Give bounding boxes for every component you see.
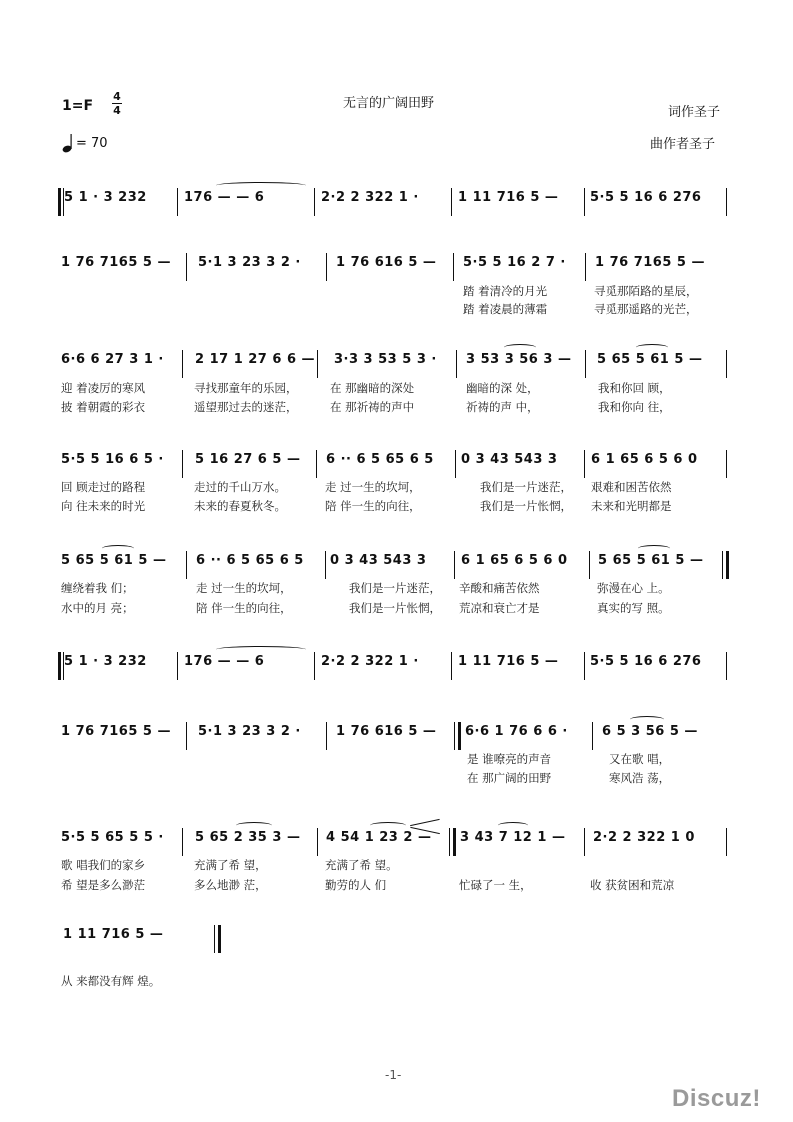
barline	[584, 188, 585, 216]
measure: 5·1 3 23 3 2 ·	[198, 724, 301, 739]
lyric-line: 未来的春夏秋冬。	[194, 499, 286, 513]
lyric-line: 忙碌了一 生，	[459, 878, 532, 892]
lyric-line: 又在歌 唱，	[609, 752, 671, 766]
measure: 1 11 716 5 —	[458, 190, 559, 205]
lyric-line: 迎 着凌厉的寒风	[61, 381, 146, 395]
barline	[314, 188, 315, 216]
lyric-line: 回 顾走过的路程	[61, 480, 146, 494]
measure: 6 ·· 6 5 65 6 5	[196, 553, 304, 568]
tie-mark	[102, 545, 134, 552]
lyric-line: 走过的千山万水。	[194, 480, 286, 494]
lyric-line: 踏 着清冷的月光	[463, 284, 548, 298]
lyric-line: 希 望是多么渺茫	[61, 878, 146, 892]
time-signature-bottom: 4	[113, 104, 121, 117]
lyric-line: 向 往未来的时光	[61, 499, 146, 513]
barline	[726, 450, 727, 478]
lyric-line: 寒风浩 荡，	[609, 771, 671, 785]
measure: 2·2 2 322 1 ·	[321, 190, 419, 205]
lyric-line: 荒凉和衰亡才是	[459, 601, 540, 615]
lyric-line: 歌 唱我们的家乡	[61, 858, 146, 872]
measure: 6 5 3 56 5 —	[602, 724, 698, 739]
lyricist-credit: 词作圣子	[668, 105, 721, 120]
measure: 176 — — 6	[184, 190, 265, 205]
lyric-line: 充满了希 望。	[325, 858, 398, 872]
measure: 6 ·· 6 5 65 6 5	[326, 452, 434, 467]
tie-mark	[504, 344, 536, 351]
staff-system	[58, 450, 728, 476]
lyric-line: 我和你回 顾，	[598, 381, 671, 395]
staff-system	[58, 188, 728, 214]
barline	[592, 722, 593, 750]
barline	[186, 722, 187, 750]
barline	[182, 350, 183, 378]
barline	[326, 722, 327, 750]
measure: 1 76 7165 5 —	[61, 724, 171, 739]
measure: 176 — — 6	[184, 654, 265, 669]
barline	[726, 828, 727, 856]
lyric-line: 走 过一生的坎坷，	[325, 480, 421, 494]
tempo-marking: = 70	[76, 136, 108, 151]
watermark: Discuz!	[672, 1085, 761, 1112]
barline	[454, 722, 455, 750]
tie-mark	[370, 822, 406, 829]
lyric-line: 披 着朝霞的彩衣	[61, 400, 146, 414]
measure: 5 1 · 3 232	[64, 654, 147, 669]
repeat-end-barline	[453, 828, 456, 856]
measure: 5·5 5 16 6 5 ·	[61, 452, 164, 467]
barline	[455, 450, 456, 478]
lyric-line: 祈祷的声 中，	[466, 400, 539, 414]
barline	[451, 652, 452, 680]
barline	[326, 253, 327, 281]
time-signature-top: 4	[113, 90, 121, 103]
measure: 5 65 5 61 5 —	[598, 553, 704, 568]
measure: 2·2 2 322 1 0	[593, 830, 695, 845]
measure: 5 65 5 61 5 —	[61, 553, 167, 568]
lyric-line: 在 那祈祷的声中	[330, 400, 415, 414]
measure: 5·1 3 23 3 2 ·	[198, 255, 301, 270]
lyric-line: 我们是一片迷茫，	[349, 581, 441, 595]
tie-mark	[630, 716, 664, 723]
staff-system	[58, 253, 728, 279]
barline	[314, 652, 315, 680]
measure: 0 3 43 543 3	[330, 553, 427, 568]
barline	[453, 253, 454, 281]
tie-mark	[216, 646, 306, 653]
barline	[585, 253, 586, 281]
measure: 1 11 716 5 —	[63, 927, 164, 942]
barline	[589, 551, 590, 579]
measure: 6·6 6 27 3 1 ·	[61, 352, 164, 367]
barline	[186, 551, 187, 579]
lyric-line: 遥望那过去的迷茫，	[194, 400, 298, 414]
staff-system	[58, 722, 728, 748]
measure: 5·5 5 16 6 276	[590, 654, 702, 669]
song-title: 无言的广阔田野	[343, 96, 435, 111]
lyric-line: 我们是一片怅惘，	[349, 601, 441, 615]
barline	[214, 925, 215, 953]
lyric-line: 寻觅那陌路的星辰，	[594, 284, 698, 298]
lyric-line: 寻找那童年的乐园，	[194, 381, 298, 395]
staff-system	[58, 925, 728, 951]
measure: 1 76 616 5 —	[336, 255, 437, 270]
lyric-line: 走 过一生的坎坷，	[196, 581, 292, 595]
lyric-line: 多么地渺 茫，	[194, 878, 267, 892]
barline	[177, 188, 178, 216]
barline	[182, 450, 183, 478]
measure: 5·5 5 16 6 276	[590, 190, 702, 205]
lyric-line: 陪 伴一生的向往，	[325, 499, 421, 513]
measure: 3 53 3 56 3 —	[466, 352, 572, 367]
accent-mark	[410, 819, 440, 827]
measure: 6 1 65 6 5 6 0	[591, 452, 698, 467]
tie-mark	[636, 344, 668, 351]
composer-credit: 曲作者圣子	[650, 137, 716, 152]
measure: 1 76 7165 5 —	[595, 255, 705, 270]
barline	[726, 350, 727, 378]
measure: 5 65 2 35 3 —	[195, 830, 301, 845]
measure: 5 16 27 6 5 —	[195, 452, 301, 467]
measure: 3 43 7 12 1 —	[460, 830, 566, 845]
measure: 5 1 · 3 232	[64, 190, 147, 205]
barline	[451, 188, 452, 216]
barline	[186, 253, 187, 281]
lyric-line: 未来和光明都是	[591, 499, 672, 513]
measure: 6 1 65 6 5 6 0	[461, 553, 568, 568]
lyric-line: 辛酸和痛苦依然	[459, 581, 540, 595]
lyric-line: 幽暗的深 处，	[466, 381, 539, 395]
lyric-line: 寻觅那遥路的光芒，	[594, 302, 698, 316]
measure: 0 3 43 543 3	[461, 452, 558, 467]
repeat-end-barline	[726, 551, 729, 579]
barline	[454, 551, 455, 579]
measure: 5 65 5 61 5 —	[597, 352, 703, 367]
repeat-start-barline	[58, 652, 61, 680]
barline	[584, 828, 585, 856]
staff-system	[58, 828, 728, 854]
barline	[449, 828, 450, 856]
barline	[585, 350, 586, 378]
staff-system	[58, 350, 728, 376]
barline	[726, 652, 727, 680]
repeat-start-barline	[58, 188, 61, 216]
measure: 2·2 2 322 1 ·	[321, 654, 419, 669]
measure: 2 17 1 27 6 6 —	[195, 352, 316, 367]
barline	[316, 450, 317, 478]
measure: 5·5 5 16 2 7 ·	[463, 255, 566, 270]
barline	[584, 652, 585, 680]
measure: 1 76 7165 5 —	[61, 255, 171, 270]
barline	[584, 450, 585, 478]
barline	[177, 652, 178, 680]
measure: 3·3 3 53 5 3 ·	[334, 352, 437, 367]
lyric-line: 从 来都没有辉 煌。	[61, 974, 161, 988]
lyric-line: 是 谁嘹亮的声音	[467, 752, 552, 766]
lyric-line: 水中的月 亮；	[61, 601, 134, 615]
repeat-start-barline	[458, 722, 461, 750]
lyric-line: 我们是一片怅惘，	[480, 499, 572, 513]
final-barline	[218, 925, 221, 953]
measure: 1 11 716 5 —	[458, 654, 559, 669]
time-signature	[111, 90, 123, 117]
lyric-line: 我们是一片迷茫，	[480, 480, 572, 494]
tie-mark	[498, 822, 528, 829]
measure: 1 76 616 5 —	[336, 724, 437, 739]
measure: 4 54 1 23 2 —	[326, 830, 432, 845]
lyric-line: 陪 伴一生的向往，	[196, 601, 292, 615]
barline	[726, 188, 727, 216]
barline	[317, 350, 318, 378]
barline	[722, 551, 723, 579]
page-number: -1-	[385, 1068, 402, 1082]
tie-mark	[236, 822, 272, 829]
key-signature: 1=F	[62, 98, 94, 114]
barline	[325, 551, 326, 579]
lyric-line: 缠绕着我 们；	[61, 581, 134, 595]
staff-system	[58, 551, 728, 577]
barline	[317, 828, 318, 856]
lyric-line: 在 那广阔的田野	[467, 771, 552, 785]
tie-mark	[216, 182, 306, 189]
lyric-line: 踏 着凌晨的薄霜	[463, 302, 548, 316]
measure: 5·5 5 65 5 5 ·	[61, 830, 164, 845]
lyric-line: 在 那幽暗的深处	[330, 381, 415, 395]
lyric-line: 真实的写 照。	[597, 601, 670, 615]
lyric-line: 弥漫在心 上。	[597, 581, 670, 595]
measure: 6·6 1 76 6 6 ·	[465, 724, 568, 739]
lyric-line: 勤劳的人 们	[325, 878, 387, 892]
tie-mark	[638, 545, 670, 552]
barline	[456, 350, 457, 378]
lyric-line: 我和你向 往，	[598, 400, 671, 414]
lyric-line: 收 获贫困和荒凉	[590, 878, 675, 892]
barline	[182, 828, 183, 856]
quarter-note-icon	[62, 133, 74, 153]
lyric-line: 充满了希 望，	[194, 858, 267, 872]
staff-system	[58, 652, 728, 678]
lyric-line: 艰难和困苦依然	[591, 480, 672, 494]
